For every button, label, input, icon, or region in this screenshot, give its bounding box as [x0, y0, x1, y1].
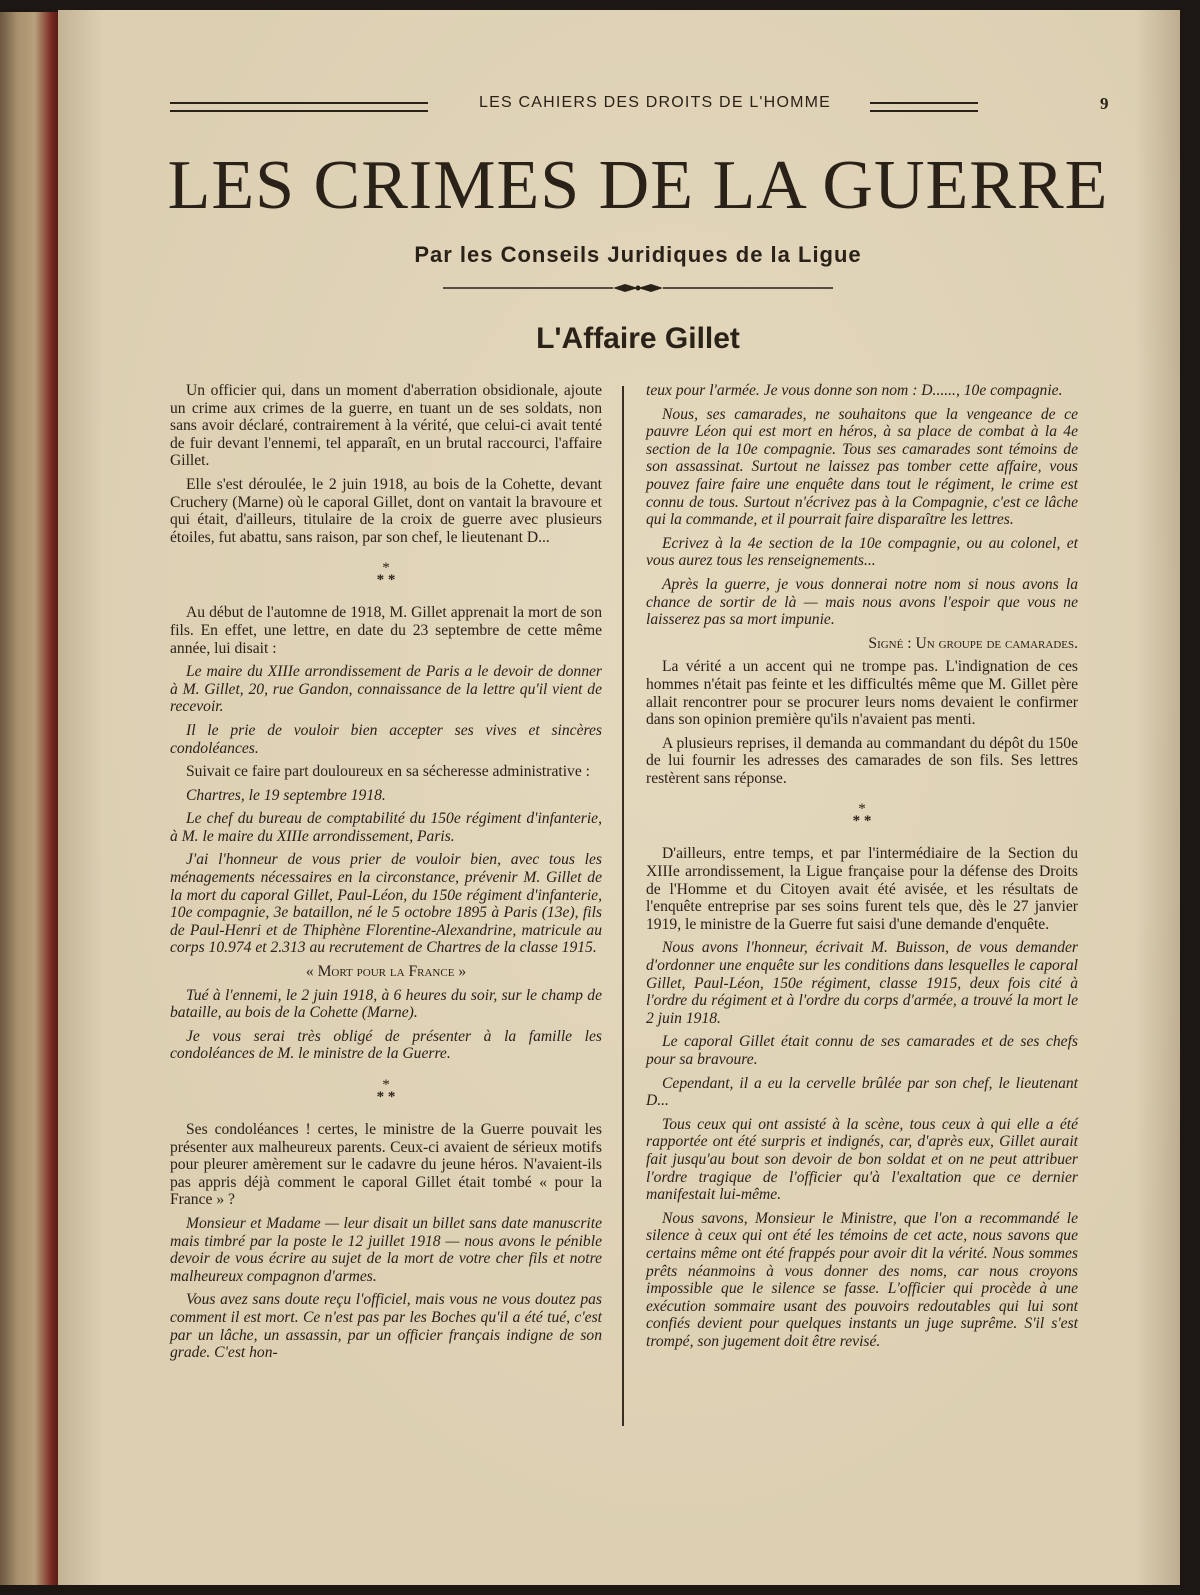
paragraph: Elle s'est déroulée, le 2 juin 1918, au bois de la Cohette, devant Cruchery (Marne) où le caporal Gillet, dont on vantait la bravoure et qui était, d'ailleurs, titulaire de la croix de guerre avec plusieurs étoiles, fut abattu, sans raison, par son chef, le lieutenant D...: [170, 475, 602, 546]
quoted-paragraph: Cependant, il a eu la cervelle brûlée par son chef, le lieutenant D...: [646, 1074, 1078, 1110]
asterism-star: *: [387, 572, 396, 589]
subtitle: Par les Conseils Juridiques de la Ligue: [414, 242, 862, 267]
page-title: LES CRIMES DE LA GUERRE: [167, 147, 1109, 224]
column-rule: [622, 386, 624, 1426]
asterism-separator: [170, 562, 602, 588]
running-head: [170, 94, 1110, 124]
quoted-paragraph: Le maire du XIIIe arrondissement de Paris a le devoir de donner à M. Gillet, 20, rue Gandon, connaissance de la lettre qu'il vient de recevoir.: [170, 663, 602, 716]
quoted-paragraph: Le caporal Gillet était connu de ses camarades et de ses chefs pour sa bravoure.: [646, 1033, 1078, 1068]
right-column: [646, 382, 1078, 1357]
paragraph: Au début de l'automne de 1918, M. Gillet apprenait la mort de son fils. En effet, une lettre, en date du 23 septembre de cette même année, lui disait :: [170, 604, 602, 657]
asterism-star: *: [387, 1089, 396, 1105]
quoted-paragraph: Le chef du bureau de comptabilité du 150e régiment d'infanterie, à M. le maire du XIIIe arrondissement, Paris.: [170, 810, 602, 845]
page-number: 9: [1100, 94, 1109, 113]
quoted-paragraph: Tous ceux qui ont assisté à la scène, tous ceux à qui elle a été rapportée ont été surpris et indignés, car, d'après eux, Gillet aurait fait jusqu'au bout son devoir de bon soldat et on ne peut attribuer l'ordre tragique de l'officier qu'à l'exaltation que ce dernier manifestait lui-même.: [646, 1115, 1078, 1204]
paragraph: Suivait ce faire part douloureux en sa sécheresse administrative :: [186, 763, 590, 781]
running-head-rule-right: [870, 102, 978, 112]
ornament-divider: [443, 282, 833, 294]
quoted-paragraph: Je vous serai très obligé de présenter à la famille les condoléances de M. le ministre de la Guerre.: [170, 1027, 602, 1063]
quoted-paragraph: Il le prie de vouloir bien accepter ses vives et sincères condoléances.: [170, 721, 602, 757]
asterism-bottom: [170, 1091, 602, 1103]
quoted-paragraph: Tué à l'ennemi, le 2 juin 1918, à 6 heures du soir, sur le champ de bataille, au bois de la Cohette (Marne).: [170, 986, 602, 1022]
quoted-paragraph: Après la guerre, je vous donnerai notre nom si nous avons la chance de sortir de là — mais nous avons l'espoir que vous ne laisserez pas sa mort impunie.: [646, 575, 1078, 629]
quoted-paragraph: Monsieur et Madame — leur disait un billet sans date manuscrite mais timbré par la poste le 12 juillet 1918 — nous avons le pénible devoir de vous écrire au sujet de la mort de votre cher fils et notre malheureux compagnon d'armes.: [170, 1214, 602, 1285]
previous-page-edge: [0, 12, 58, 1585]
left-column: [170, 382, 602, 1368]
quoted-paragraph: teux pour l'armée. Je vous donne son nom : D......, 10e compagnie.: [646, 382, 1063, 399]
asterism-separator: [170, 1079, 602, 1105]
page: [58, 10, 1180, 1585]
quoted-paragraph: Nous, ses camarades, ne souhaitons que la vengeance de ce pauvre Léon qui est mort en héros, à sa place de combat à la 4e section de la 10e compagnie. Tous ses camarades sont témoins de son assassinat. Surtout ne laissez pas tomber cette affaire, vous pouvez faire faire une enquête dans tout le régiment, le crime est connu de tous. Surtout n'écrivez pas à la Compagnie, c'est ce lâche qui la commande, et il pourrait faire disparaître les lettres.: [646, 405, 1078, 529]
quoted-paragraph: Vous avez sans doute reçu l'officiel, mais vous ne vous doutez pas comment il est mort. Ce n'est pas par les Boches qu'il a été tué, c'est par un lâche, un assassin, par un officier français indigne de son grade. C'est hon-: [170, 1291, 602, 1362]
asterism-separator: [646, 803, 1078, 829]
quoted-heading: « Mort pour la France »: [305, 963, 467, 981]
asterism-top: *: [382, 1077, 390, 1093]
quoted-paragraph: Nous avons l'honneur, écrivait M. Buisson, de vous demander d'ordonner une enquête sur les conditions dans lesquelles le caporal Gillet, Paul-Léon, 150e régiment, classe 1915, deux fois cité à l'ordre du régiment et à l'ordre du corps d'armée, a trouvé la mort le 2 juin 1918.: [646, 939, 1078, 1027]
paragraph: La vérité a un accent qui ne trompe pas. L'indignation de ces hommes n'était pas feinte et les difficultés même que M. Gillet père allait rencontrer pour se procurer leurs noms devaient le confirmer dans son opinion première qu'ils n'avaient pas menti.: [646, 658, 1078, 729]
asterism-star: *: [863, 813, 872, 830]
quoted-paragraph: Chartres, le 19 septembre 1918.: [186, 786, 386, 804]
asterism-bottom: [170, 572, 602, 589]
paragraph: Un officier qui, dans un moment d'aberration obsidionale, ajoute un crime aux crimes de la guerre, en tuant un de ses soldats, non sans avoir déclaré, contrairement à la vérité, que celui-ci avait tenté de fuir devant l'ennemi, tel apparaît, en un brutal raccourci, l'affaire Gillet.: [170, 382, 602, 470]
paragraph: D'ailleurs, entre temps, et par l'intermédiaire de la Section du XIIIe arrondissement, la Ligue française pour la défense des Droits de l'Homme et du Citoyen avait été avisée, et les résultats de l'enquête entreprise par ses soins furent tels que, dès le 27 janvier 1919, le ministre de la Guerre fut saisi d'une demande d'enquête.: [646, 845, 1078, 933]
section-title: L'Affaire Gillet: [536, 322, 740, 355]
asterism-star: *: [376, 1089, 385, 1105]
asterism-top: *: [382, 560, 390, 577]
quoted-paragraph: Ecrivez à la 4e section de la 10e compagnie, ou au colonel, et vous aurez tous les renseignements...: [646, 534, 1078, 570]
paragraph: A plusieurs reprises, il demanda au commandant du dépôt du 150e de lui fournir les adresses des camarades de son fils. Ses lettres restèrent sans réponse.: [646, 734, 1078, 787]
asterism-bottom: [646, 813, 1078, 830]
signature: Signé : Un groupe de camarades.: [868, 634, 1078, 652]
quoted-paragraph: J'ai l'honneur de vous prier de vouloir bien, avec tous les ménagements nécessaires en la circonstance, prévenir M. Gillet de la mort du caporal Gillet, Paul-Léon, du 150e régiment d'infanterie, 10e compagnie, 3e bataillon, né le 5 octobre 1895 à Paris (13e), fils de Paul-Henri et de Thiphène Florentine-Alexandrine, matricule au corps 10.974 et 2.313 au recrutement de Chartres de la classe 1915.: [170, 851, 602, 957]
asterism-star: *: [852, 813, 861, 830]
asterism-star: *: [376, 572, 385, 589]
running-head-title: LES CAHIERS DES DROITS DE L'HOMME: [478, 94, 832, 111]
running-head-rule-left: [170, 102, 428, 112]
quoted-paragraph: Nous savons, Monsieur le Ministre, que l'on a recommandé le silence à ceux qui ont été les témoins de cet acte, nous savons que certains même ont été frappés pour avoir dit la vérité. Nous sommes prêts néanmoins à vous donner des noms, car nous croyons impossible que le silence se fasse. L'officier qui procède à une exécution sommaire usant des pouvoirs redoutables qui lui sont confiés devient pour quelques instants un juge suprême. S'il s'est trompé, son jugement doit être revisé.: [646, 1209, 1078, 1350]
paragraph: Ses condoléances ! certes, le ministre de la Guerre pouvait les présenter aux malheureux parents. Ceux-ci avaient de sérieux motifs pour pleurer amèrement sur le cadavre du jeune héros. N'avaient-ils pas appris déjà comment le caporal Gillet était tombé « pour la France » ?: [170, 1121, 602, 1209]
asterism-top: *: [858, 801, 866, 818]
